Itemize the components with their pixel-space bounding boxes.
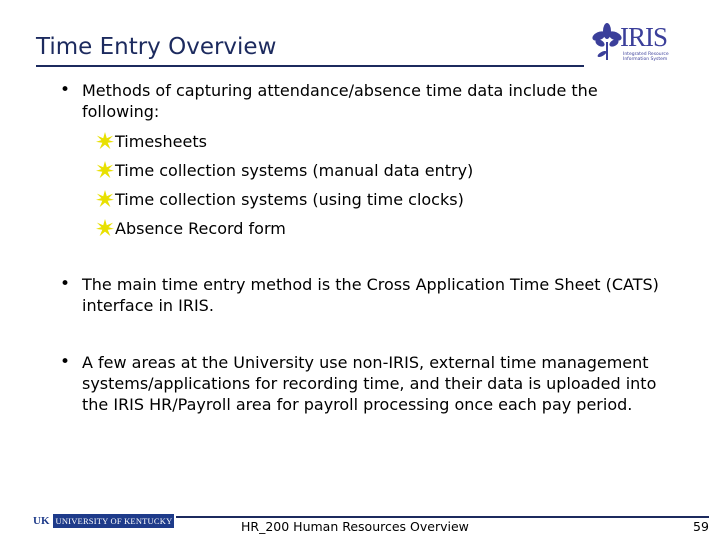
bullet-marker: • [60,80,71,100]
list-item [96,130,207,152]
starburst-icon [96,161,114,179]
bullet-text: The main time entry method is the Cross Application Time Sheet (CATS) interface in IRIS. [82,275,659,315]
university-name: UNIVERSITY OF KENTUCKY [55,516,173,526]
bullet-text: A few areas at the University use non-IRIS, external time management systems/applications for recording time, and their data is uploaded into the IRIS HR/Payroll area for payroll processing once each pay period. [82,353,657,414]
page-number: 59 [693,519,709,534]
list-item-label: Absence Record form [115,218,286,238]
uk-mark: UK [30,514,53,528]
logo-subtitle: Integrated Resource Information System [623,52,669,62]
list-item-label: Time collection systems (using time clocks) [115,189,464,209]
bullet-marker: • [60,274,71,294]
slide-title: Time Entry Overview [36,34,277,60]
starburst-icon [96,132,114,150]
list-item [96,159,473,181]
list-item-label: Timesheets [115,131,207,151]
university-logo [30,514,174,528]
iris-flower-icon [590,22,624,62]
bullet-text: Methods of capturing attendance/absence time data include the following: [82,81,598,121]
list-item [96,217,286,239]
list-item [96,188,464,210]
bullet-marker: • [60,352,71,372]
iris-logo [590,18,680,66]
logo-wordmark: IRIS [620,22,668,52]
title-underline [36,65,584,67]
list-item-label: Time collection systems (manual data entry) [115,160,474,180]
footer-course-text: HR_200 Human Resources Overview [241,519,469,534]
starburst-icon [96,190,114,208]
footer-rule [176,516,709,518]
starburst-icon [96,219,114,237]
